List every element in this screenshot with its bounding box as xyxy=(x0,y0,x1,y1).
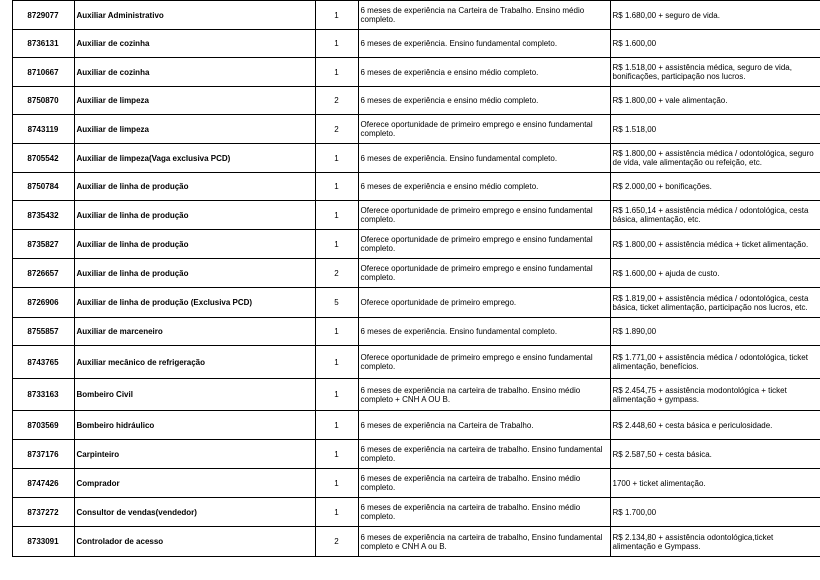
job-title: Auxiliar de linha de produção (Exclusiva PCD) xyxy=(74,288,315,318)
job-title: Auxiliar de limpeza xyxy=(74,115,315,144)
salary-benefits: R$ 1.800,00 + assistência médica / odontológica, seguro de vida, vale alimentação ou refeição, etc. xyxy=(610,144,820,173)
row-margin xyxy=(0,498,12,527)
row-margin xyxy=(0,1,12,30)
salary-benefits: R$ 1.600,00 xyxy=(610,30,820,58)
job-title: Auxiliar de linha de produção xyxy=(74,230,315,259)
requirements: 6 meses de experiência. Ensino fundamental completo. xyxy=(358,30,610,58)
table-row xyxy=(0,440,820,469)
table-row xyxy=(0,1,820,30)
requirements: Oferece oportunidade de primeiro emprego e ensino fundamental completo. xyxy=(358,346,610,379)
job-code: 8733163 xyxy=(12,379,74,411)
requirements: Oferece oportunidade de primeiro emprego. xyxy=(358,288,610,318)
row-margin xyxy=(0,379,12,411)
requirements: 6 meses de experiência e ensino médio completo. xyxy=(358,173,610,201)
job-title: Auxiliar de cozinha xyxy=(74,30,315,58)
job-code: 8736131 xyxy=(12,30,74,58)
job-title: Bombeiro hidráulico xyxy=(74,411,315,440)
table-row xyxy=(0,498,820,527)
vacancy-count: 2 xyxy=(315,115,358,144)
vacancy-count: 2 xyxy=(315,259,358,288)
job-code: 8710667 xyxy=(12,58,74,87)
vacancy-count: 1 xyxy=(315,173,358,201)
job-code: 8705542 xyxy=(12,144,74,173)
salary-benefits: R$ 1.650,14 + assistência médica / odontológica, cesta básica, alimentação, etc. xyxy=(610,201,820,230)
job-title: Controlador de acesso xyxy=(74,527,315,557)
vacancy-count: 1 xyxy=(315,411,358,440)
job-title: Auxiliar de linha de produção xyxy=(74,173,315,201)
salary-benefits: R$ 2.134,80 + assistência odontológica,ticket alimentação e Gympass. xyxy=(610,527,820,557)
row-margin xyxy=(0,58,12,87)
table-row xyxy=(0,230,820,259)
requirements: 6 meses de experiência. Ensino fundamental completo. xyxy=(358,318,610,346)
table-row xyxy=(0,346,820,379)
vacancy-count: 1 xyxy=(315,469,358,498)
salary-benefits: R$ 1.518,00 xyxy=(610,115,820,144)
job-title: Bombeiro Civil xyxy=(74,379,315,411)
vacancy-count: 1 xyxy=(315,58,358,87)
vacancy-count: 1 xyxy=(315,201,358,230)
table-row xyxy=(0,288,820,318)
salary-benefits: R$ 1.700,00 xyxy=(610,498,820,527)
table-row xyxy=(0,469,820,498)
job-code: 8735432 xyxy=(12,201,74,230)
row-margin xyxy=(0,440,12,469)
salary-benefits: R$ 2.000,00 + bonificações. xyxy=(610,173,820,201)
requirements: Oferece oportunidade de primeiro emprego e ensino fundamental completo. xyxy=(358,259,610,288)
table-row xyxy=(0,318,820,346)
job-code: 8747426 xyxy=(12,469,74,498)
job-title: Auxiliar de linha de produção xyxy=(74,259,315,288)
table-row xyxy=(0,30,820,58)
requirements: 6 meses de experiência na carteira de trabalho. Ensino fundamental completo. xyxy=(358,440,610,469)
job-code: 8733091 xyxy=(12,527,74,557)
job-code: 8750784 xyxy=(12,173,74,201)
salary-benefits: R$ 1.800,00 + vale alimentação. xyxy=(610,87,820,115)
row-margin xyxy=(0,30,12,58)
requirements: Oferece oportunidade de primeiro emprego e ensino fundamental completo. xyxy=(358,230,610,259)
table-row xyxy=(0,144,820,173)
job-title: Comprador xyxy=(74,469,315,498)
salary-benefits: R$ 1.890,00 xyxy=(610,318,820,346)
requirements: 6 meses de experiência. Ensino fundamental completo. xyxy=(358,144,610,173)
job-code: 8703569 xyxy=(12,411,74,440)
table-row xyxy=(0,58,820,87)
vacancy-count: 1 xyxy=(315,144,358,173)
row-margin xyxy=(0,201,12,230)
table-row xyxy=(0,201,820,230)
job-code: 8755857 xyxy=(12,318,74,346)
salary-benefits: 1700 + ticket alimentação. xyxy=(610,469,820,498)
job-title: Auxiliar de marceneiro xyxy=(74,318,315,346)
salary-benefits: R$ 1.518,00 + assistência médica, seguro de vida, bonificações, participação nos lucros. xyxy=(610,58,820,87)
row-margin xyxy=(0,230,12,259)
table-row xyxy=(0,259,820,288)
requirements: 6 meses de experiência na carteira de trabalho, Ensino fundamental completo e CNH A ou B. xyxy=(358,527,610,557)
vacancy-count: 1 xyxy=(315,318,358,346)
requirements: 6 meses de experiência na carteira de trabalho. Ensino médio completo. xyxy=(358,498,610,527)
salary-benefits: R$ 1.819,00 + assistência médica / odontológica, cesta básica, ticket alimentação, participação nos lucros, etc. xyxy=(610,288,820,318)
vacancy-count: 1 xyxy=(315,30,358,58)
job-code: 8743119 xyxy=(12,115,74,144)
table-row xyxy=(0,379,820,411)
vacancy-count: 2 xyxy=(315,527,358,557)
job-title: Auxiliar mecânico de refrigeração xyxy=(74,346,315,379)
row-margin xyxy=(0,469,12,498)
job-code: 8737176 xyxy=(12,440,74,469)
row-margin xyxy=(0,346,12,379)
row-margin xyxy=(0,411,12,440)
vacancy-count: 1 xyxy=(315,346,358,379)
salary-benefits: R$ 2.587,50 + cesta básica. xyxy=(610,440,820,469)
requirements: 6 meses de experiência e ensino médio completo. xyxy=(358,58,610,87)
job-title: Auxiliar de limpeza(Vaga exclusiva PCD) xyxy=(74,144,315,173)
job-title: Consultor de vendas(vendedor) xyxy=(74,498,315,527)
salary-benefits: R$ 1.771,00 + assistência médica / odontológica, ticket alimentação, benefícios. xyxy=(610,346,820,379)
vacancy-count: 1 xyxy=(315,1,358,30)
table-row xyxy=(0,115,820,144)
row-margin xyxy=(0,527,12,557)
row-margin xyxy=(0,144,12,173)
job-code: 8726657 xyxy=(12,259,74,288)
salary-benefits: R$ 1.600,00 + ajuda de custo. xyxy=(610,259,820,288)
salary-benefits: R$ 2.448,60 + cesta básica e periculosidade. xyxy=(610,411,820,440)
job-code: 8737272 xyxy=(12,498,74,527)
row-margin xyxy=(0,173,12,201)
job-code: 8735827 xyxy=(12,230,74,259)
job-code: 8726906 xyxy=(12,288,74,318)
salary-benefits: R$ 1.800,00 + assistência médica + ticket alimentação. xyxy=(610,230,820,259)
vacancy-count: 1 xyxy=(315,440,358,469)
job-title: Auxiliar Administrativo xyxy=(74,1,315,30)
vacancy-count: 2 xyxy=(315,87,358,115)
row-margin xyxy=(0,87,12,115)
vacancy-count: 1 xyxy=(315,379,358,411)
row-margin xyxy=(0,288,12,318)
row-margin xyxy=(0,259,12,288)
job-title: Carpinteiro xyxy=(74,440,315,469)
table-row xyxy=(0,173,820,201)
row-margin xyxy=(0,318,12,346)
requirements: Oferece oportunidade de primeiro emprego e ensino fundamental completo. xyxy=(358,201,610,230)
job-title: Auxiliar de cozinha xyxy=(74,58,315,87)
row-margin xyxy=(0,115,12,144)
salary-benefits: R$ 2.454,75 + assistência modontológica + ticket alimentação + gympass. xyxy=(610,379,820,411)
job-code: 8750870 xyxy=(12,87,74,115)
salary-benefits: R$ 1.680,00 + seguro de vida. xyxy=(610,1,820,30)
requirements: 6 meses de experiência e ensino médio completo. xyxy=(358,87,610,115)
requirements: 6 meses de experiência na carteira de trabalho. Ensino médio completo + CNH A OU B. xyxy=(358,379,610,411)
table-row xyxy=(0,527,820,557)
job-title: Auxiliar de linha de produção xyxy=(74,201,315,230)
requirements: Oferece oportunidade de primeiro emprego e ensino fundamental completo. xyxy=(358,115,610,144)
job-title: Auxiliar de limpeza xyxy=(74,87,315,115)
table-row xyxy=(0,411,820,440)
vacancy-count: 1 xyxy=(315,230,358,259)
job-code: 8743765 xyxy=(12,346,74,379)
requirements: 6 meses de experiência na carteira de trabalho. Ensino médio completo. xyxy=(358,469,610,498)
table-row xyxy=(0,87,820,115)
requirements: 6 meses de experiência na Carteira de Trabalho. Ensino médio completo. xyxy=(358,1,610,30)
requirements: 6 meses de experiência na Carteira de Trabalho. xyxy=(358,411,610,440)
job-code: 8729077 xyxy=(12,1,74,30)
vacancy-count: 1 xyxy=(315,498,358,527)
vacancy-count: 5 xyxy=(315,288,358,318)
